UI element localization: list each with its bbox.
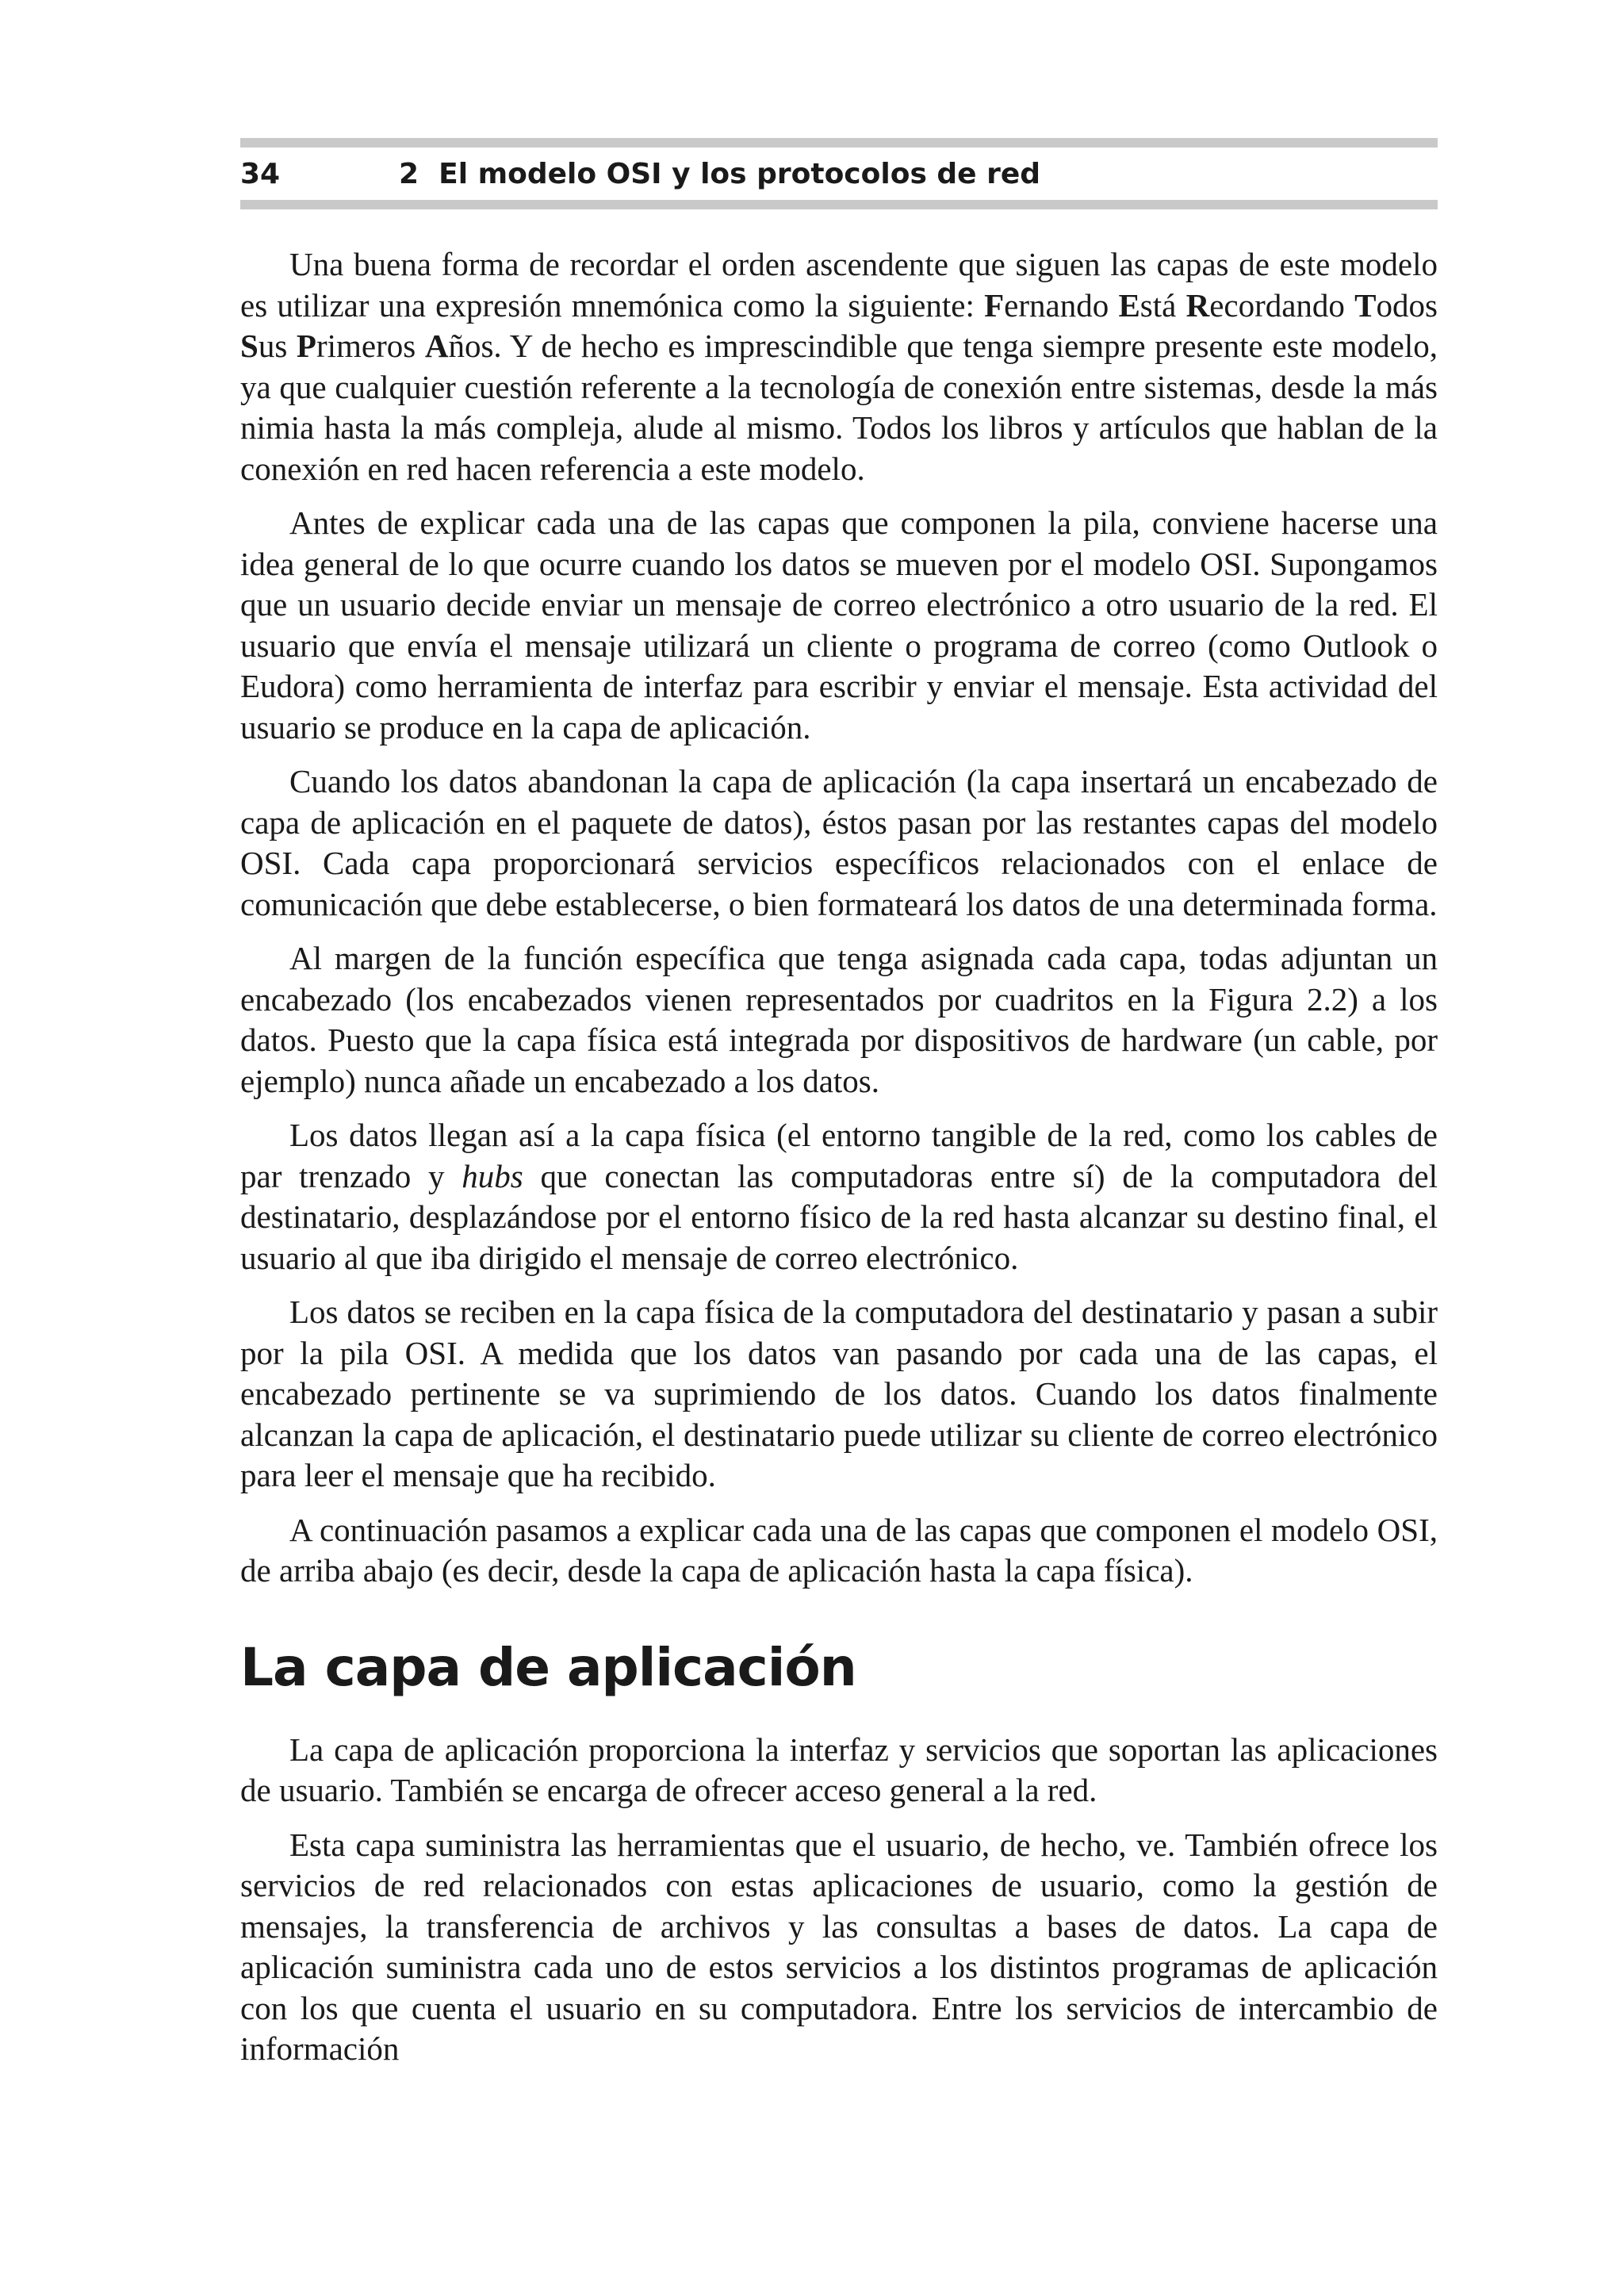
mnemonic-word: Está: [1118, 286, 1177, 324]
paragraph-hubs: Los datos llegan así a la capa física (el entorno tangible de la red, como los cables de par trenzado y hubs que conectan las computadoras entre sí) de la computadora del destinatario, desplazándose por el entorno físico de la red hasta alcanzar su destino final, el usuario al que iba dirigido el mensaje de correo electrónico.: [240, 1117, 1438, 1276]
body-text: [240, 244, 1438, 2070]
mnemonic-lead: Una buena forma de recordar el orden ascendente que siguen las capas de este modelo es utilizar una expresión mnemónica como la siguiente:: [240, 246, 1438, 324]
book-page: [240, 138, 1438, 2083]
header-rule-top: [240, 138, 1438, 148]
paragraph: Antes de explicar cada una de las capas que componen la pila, conviene hacerse una idea general de lo que ocurre cuando los datos se mueven por el modelo OSI. Supongamos que un usuario decide enviar un mensaje de correo electrónico a otro usuario de la red. El usuario que envía el mensaje utilizará un cliente o programa de correo (como Outlook o Eudora) como herramienta de interfaz para escribir y enviar el mensaje. Esta actividad del usuario se produce en la capa de aplicación.: [240, 504, 1438, 746]
mnemonic-word: Primeros: [296, 328, 416, 364]
mnemonic-word: Años.: [424, 328, 502, 364]
page-number: 34: [240, 157, 281, 190]
paragraph: Los datos se reciben en la capa física de la computadora del destinatario y pasan a subir por la pila OSI. A medida que los datos van pasando por cada una de las capas, el encabezado pertinente se va suprimiendo de los datos. Cuando los datos finalmente alcanzan la capa de aplicación, el destinatario puede utilizar su cliente de correo electrónico para leer el mensaje que ha recibido.: [240, 1294, 1438, 1493]
mnemonic-word: Fernando: [984, 286, 1109, 324]
mnemonic-word: Recordando: [1185, 286, 1345, 324]
mnemonic-tail: Y de hecho es imprescindible que tenga siempre presente este modelo, ya que cualquier cuestión referente a la tecnología de conexión entre sistemas, desde la más nimia hasta la más compleja, alude al mismo. Todos los libros y artículos que hablan de la conexión en red hacen referencia a este modelo.: [240, 328, 1438, 487]
paragraph-mnemonic: [240, 244, 1438, 489]
header-rule-bottom: [240, 200, 1438, 209]
paragraph: Al margen de la función específica que tenga asignada cada capa, todas adjuntan un encabezado (los encabezados vienen representados por cuadritos en la Figura 2.2) a los datos. Puesto que la capa física está integrada por dispositivos de hardware (un cable, por ejemplo) nunca añade un encabezado a los datos.: [240, 940, 1438, 1099]
paragraph: La capa de aplicación proporciona la interfaz y servicios que soportan las aplicaciones de usuario. También se encarga de ofrecer acceso general a la red.: [240, 1731, 1438, 1808]
mnemonic-word: Todos: [1354, 286, 1438, 324]
running-head: [240, 148, 1438, 200]
paragraph: Cuando los datos abandonan la capa de aplicación (la capa insertará un encabezado de capa de aplicación en el paquete de datos), éstos pasan por las restantes capas del modelo OSI. Cada capa proporcionará servicios específicos relacionados con el enlace de comunicación que debe establecerse, o bien formateará los datos de una determinada forma.: [240, 763, 1438, 922]
italic-term: hubs: [462, 1157, 523, 1194]
mnemonic-word: Sus: [240, 328, 288, 364]
chapter-title: 2 El modelo OSI y los protocolos de red: [399, 157, 1041, 190]
section-heading: La capa de aplicación: [240, 1636, 856, 1698]
paragraph: A continuación pasamos a explicar cada una de las capas que componen el modelo OSI, de arriba abajo (es decir, desde la capa de aplicación hasta la capa física).: [240, 1511, 1438, 1589]
paragraph: Esta capa suministra las herramientas que el usuario, de hecho, ve. También ofrece los servicios de red relacionados con estas aplicaciones de usuario, como la gestión de mensajes, la transferencia de archivos y las consultas a bases de datos. La capa de aplicación suministra cada uno de estos servicios a los distintos programas de aplicación con los que cuenta el usuario en su computadora. Entre los servicios de intercambio de información: [240, 1826, 1438, 2067]
